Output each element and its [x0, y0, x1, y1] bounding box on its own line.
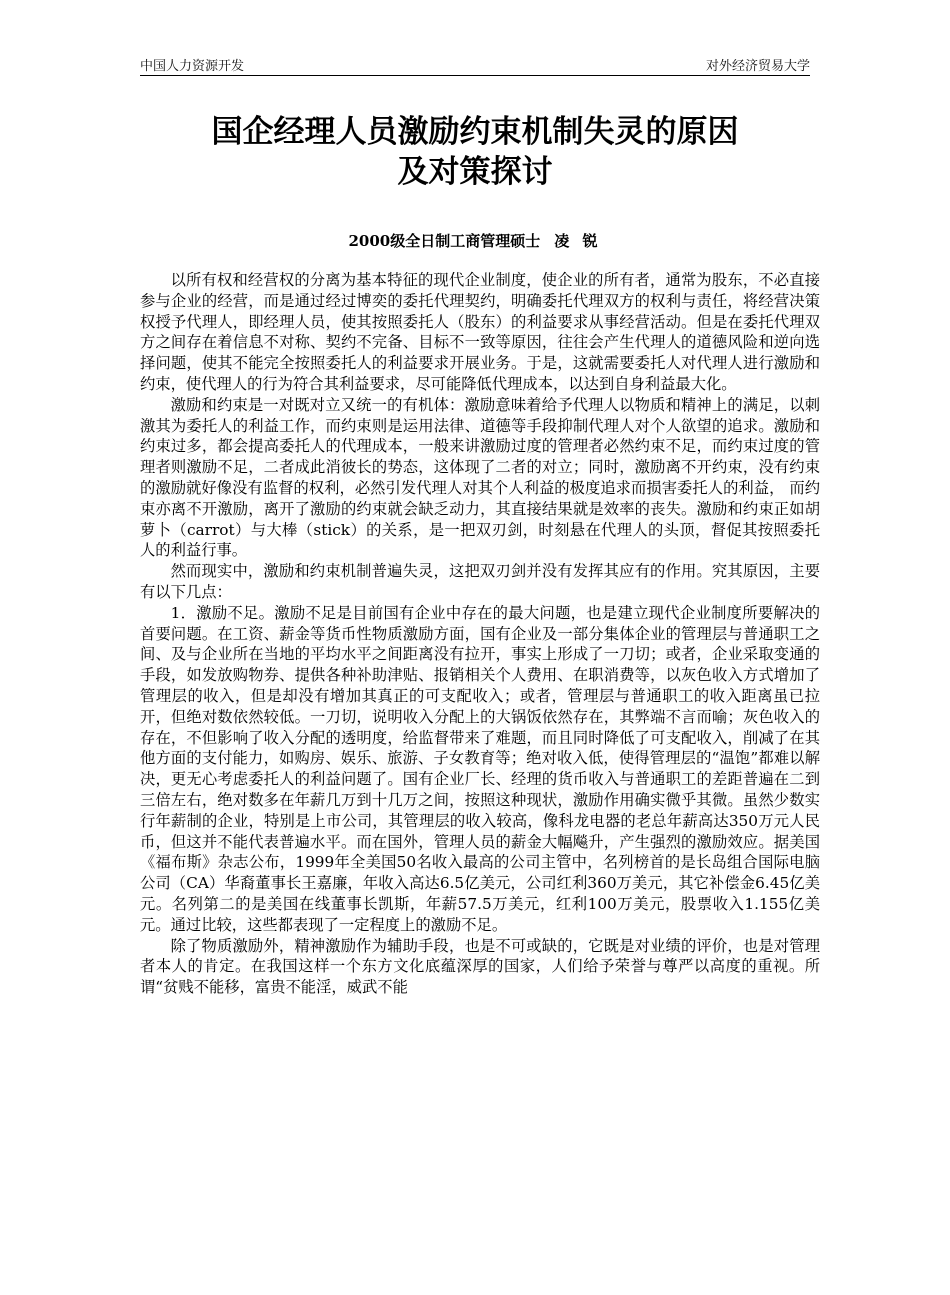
- body-paragraph: 以所有权和经营权的分离为基本特征的现代企业制度，使企业的所有者，通常为股东，不必直接参与企业的经营，而是通过经过博奕的委托代理契约，明确委托代理双方的权利与责任，将经营决策权授予代理人，即经理人员，使其按照委托人（股东）的利益要求从事经营活动。但是在委托代理双方之间存在着信息不对称、契约不完备、目标不一致等原因，往往会产生代理人的道德风险和逆向选择问题，使其不能完全按照委托人的利益要求开展业务。于是，这就需要委托人对代理人进行激励和约束，使代理人的行为符合其利益要求，尽可能降低代理成本，以达到自身利益最大化。: [140, 271, 820, 393]
- body-paragraph: 然而现实中，激励和约束机制普遍失灵，这把双刃剑并没有发挥其应有的作用。究其原因，主要有以下几点：: [140, 562, 820, 601]
- body-paragraph: 除了物质激励外，精神激励作为辅助手段，也是不可或缺的，它既是对业绩的评价，也是对管理者本人的肯定。在我国这样一个东方文化底蕴深厚的国家，人们给予荣誉与尊严以高度的重视。所谓“贫贱不能移，富贵不能淫，威武不能: [140, 936, 820, 997]
- header-university-name: 对外经济贸易大学: [705, 59, 810, 74]
- body-paragraph: 激励和约束是一对既对立又统一的有机体：激励意味着给予代理人以物质和精神上的满足，以刺激其为委托人的利益工作，而约束则是运用法律、道德等手段抑制代理人对个人欲望的追求。激励和约束过多，都会提高委托人的代理成本，一般来讲激励过度的管理者必然约束不足，而约束过度的管理者则激励不足，二者成此消彼长的势态，这体现了二者的对立；同时，激励离不开约束，没有约束的激励就好像没有监督的权利，必然引发代理人对其个人利益的极度追求而损害委托人的利益， 而约束亦离不开激励，离开了激励的约束就会缺乏动力，其直接结果就是效率的丧失。激励和约束正如胡萝卜（carrot）与大棒（stick）的关系，是一把双刃剑，时刻悬在代理人的头顶，督促其按照委托人的利益行事。: [140, 395, 820, 560]
- article-body: [140, 270, 820, 998]
- article-title: [140, 112, 810, 192]
- author-affiliation: 2000级全日制工商管理硕士: [348, 232, 541, 250]
- article-title-line-2: 及对策探讨: [397, 154, 553, 190]
- article-title-line-1: 国企经理人员激励约束机制失灵的原因: [211, 114, 739, 150]
- author-name: 凌 锐: [554, 232, 602, 250]
- running-header: [140, 55, 810, 76]
- header-journal-name: 中国人力资源开发: [140, 59, 245, 74]
- author-byline: [140, 230, 810, 251]
- body-paragraph: 1．激励不足。激励不足是目前国有企业中存在的最大问题，也是建立现代企业制度所要解决的首要问题。在工资、薪金等货币性物质激励方面，国有企业及一部分集体企业的管理层与普通职工之间、及与企业所在当地的平均水平之间距离没有拉开，事实上形成了一刀切；或者，企业采取变通的手段，如发放购物券、提供各种补助津贴、报销相关个人费用、在职消费等，以灰色收入方式增加了管理层的收入，但是却没有增加其真正的可支配收入；或者，管理层与普通职工的收入距离虽已拉开，但绝对数依然较低。一刀切，说明收入分配上的大锅饭依然存在，其弊端不言而喻；灰色收入的存在，不但影响了收入分配的透明度，给监督带来了难题，而且同时降低了可支配收入，削减了在其他方面的支付能力，如购房、娱乐、旅游、子女教育等；绝对收入低，使得管理层的“温饱”都难以解决，更无心考虑委托人的利益问题了。国有企业厂长、经理的货币收入与普通职工的差距普遍在二到三倍左右，绝对数多在年薪几万到十几万之间，按照这种现状，激励作用确实微乎其微。虽然少数实行年薪制的企业，特别是上市公司，其管理层的收入较高，像科龙电器的老总年薪高达350万元人民币，但这并不能代表普遍水平。而在国外，管理人员的薪金大幅飚升，产生强烈的激励效应。据美国《福布斯》杂志公布，1999年全美国50名收入最高的公司主管中，名列榜首的是长岛组合国际电脑公司（CA）华裔董事长王嘉廉，年收入高达6.5亿美元，公司红利360万美元，其它补偿金6.45亿美元。名列第二的是美国在线董事长凯斯，年薪57.5万美元，红利100万美元，股票收入1.155亿美元。通过比较，这些都表现了一定程度上的激励不足。: [140, 603, 820, 934]
